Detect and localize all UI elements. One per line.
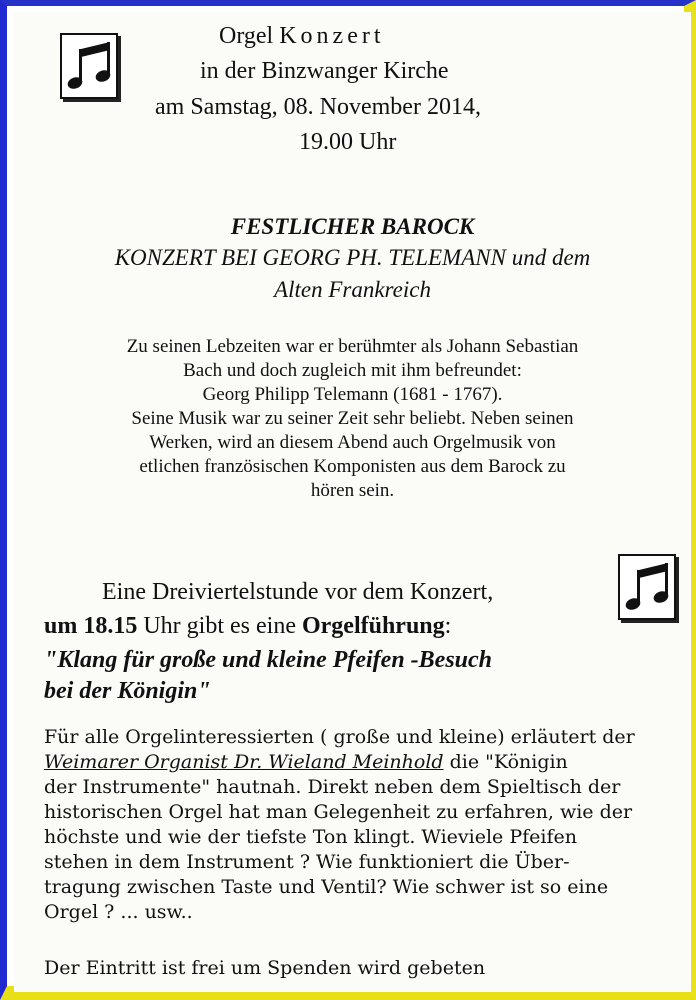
- intro-line: Zu seinen Lebzeiten war er berühmter als Johann Sebastian: [126, 336, 579, 357]
- organist-name: Weimarer Organist Dr. Wieland Meinhold: [44, 751, 444, 773]
- intro-line: Bach und doch zugleich mit ihm befreundet:: [183, 360, 522, 381]
- intro-line: Georg Philipp Telemann (1681 - 1767).: [202, 384, 503, 405]
- details-line: tragung zwischen Taste und Ventil? Wie schwer ist so eine: [44, 876, 609, 898]
- intro-line: Seine Musik war zu seiner Zeit sehr beliebt. Neben seinen: [131, 408, 574, 429]
- details-line: höchste und wie der tiefste Ton klingt. Wieviele Pfeifen: [44, 826, 577, 848]
- title-line-2: in der Binzwanger Kirche: [200, 58, 449, 84]
- date-line: am Samstag, 08. November 2014,: [155, 94, 481, 120]
- intro-line: Werken, wird an diesem Abend auch Orgelmusik von: [149, 432, 556, 453]
- intro-line: etlichen französischen Komponisten aus dem Barock zu: [139, 456, 566, 477]
- details-line: Weimarer Organist Dr. Wieland Meinhold die "Königin: [44, 751, 568, 773]
- intro-line: hören sein.: [310, 480, 395, 501]
- flyer-page: [14, 12, 691, 992]
- time-line: 19.00 Uhr: [299, 129, 397, 155]
- title-line-1: Orgel Konzert: [219, 23, 385, 49]
- tour-quote-line-2: bei der Königin": [44, 678, 211, 704]
- details-line: der Instrumente" hautnah. Direkt neben dem Spieltisch der: [44, 776, 621, 798]
- details-line: Orgel ? ... usw..: [44, 901, 193, 923]
- details-line: stehen in dem Instrument ? Wie funktioniert die Über-: [44, 851, 570, 873]
- subtitle-line-1: FESTLICHER BAROCK: [230, 214, 475, 239]
- details-line: Für alle Orgelinteressierten ( große und kleine) erläutert der: [44, 726, 635, 748]
- closing-line: Der Eintritt ist frei um Spenden wird gebeten: [44, 957, 486, 979]
- tour-quote-line-1: "Klang für große und kleine Pfeifen -Besuch: [44, 647, 493, 673]
- tour-time-line: um 18.15 Uhr gibt es eine Orgelführung:: [44, 613, 452, 639]
- details-line: historischen Orgel hat man Gelegenheit zu erfahren, wie der: [44, 801, 633, 823]
- tour-intro-line: Eine Dreiviertelstunde vor dem Konzert,: [102, 579, 494, 605]
- subtitle-line-3: Alten Frankreich: [274, 277, 431, 302]
- subtitle-line-2: KONZERT BEI GEORG PH. TELEMANN und dem: [114, 245, 591, 270]
- music-note-icon: [618, 554, 676, 620]
- music-note-icon: [60, 33, 118, 99]
